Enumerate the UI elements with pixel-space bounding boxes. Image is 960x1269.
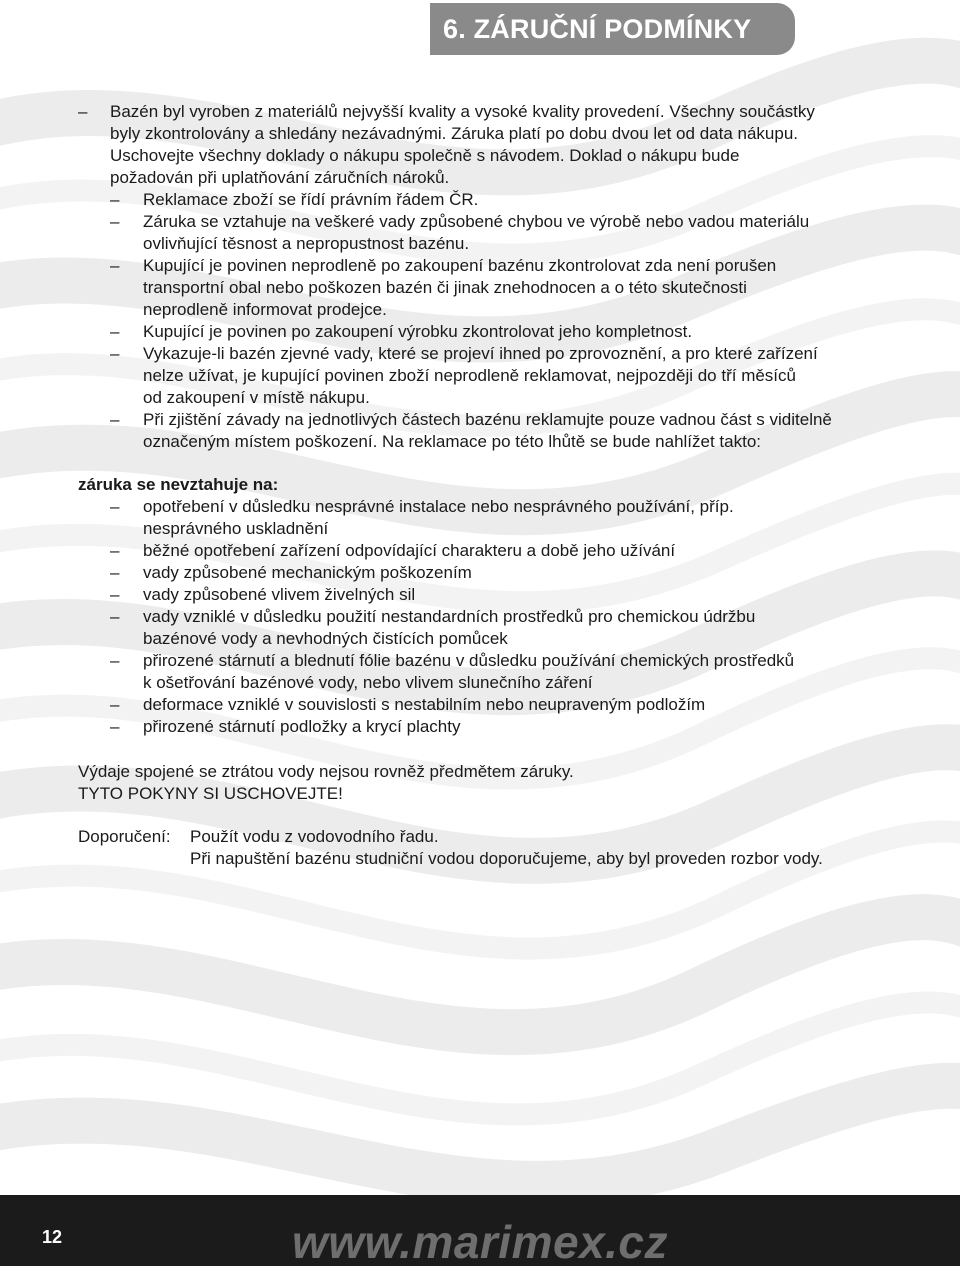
- recommendation-label: Doporučení:: [78, 827, 171, 846]
- condition-item: Kupující je povinen po zakoupení výrobku zkontrolovat jeho kompletnost.: [143, 322, 693, 341]
- list-dash: –: [110, 717, 120, 736]
- list-dash: –: [110, 212, 120, 231]
- condition-item: Při zjištění závady na jednotlivých částech bazénu reklamujte pouze vadnou část s viditelně: [143, 410, 832, 429]
- list-dash: –: [110, 190, 120, 209]
- water-loss-note: Výdaje spojené se ztrátou vody nejsou rovněž předmětem záruky.: [78, 762, 574, 781]
- exclusion-item: deformace vzniklé v souvislosti s nestabilním nebo neupraveným podložím: [143, 695, 706, 714]
- exclusion-item: vady způsobené mechanickým poškozením: [143, 563, 472, 582]
- list-dash: –: [110, 695, 120, 714]
- condition-item: nelze užívat, je kupující povinen zboží neprodleně reklamovat, nejpozději do tří měsíců: [143, 366, 796, 385]
- exclusion-item: běžné opotřebení zařízení odpovídající charakteru a době jeho užívání: [143, 541, 676, 560]
- condition-item: označeným místem poškození. Na reklamace po této lhůtě se bude nahlížet takto:: [143, 432, 762, 451]
- recommendation-line: Použít vodu z vodovodního řadu.: [190, 827, 439, 846]
- list-dash: –: [110, 541, 120, 560]
- list-dash: –: [110, 607, 120, 626]
- condition-item: transportní obal nebo poškozen bazén či jinak znehodnocen a o této skutečnosti: [143, 278, 747, 297]
- exclusion-item: přirozené stárnutí podložky a krycí plachty: [143, 717, 461, 736]
- list-dash: –: [110, 651, 120, 670]
- exclusion-item: přirozené stárnutí a blednutí fólie bazénu v důsledku používání chemických prostředků: [143, 651, 795, 670]
- intro-line: byly zkontrolovány a shledány nezávadnými. Záruka platí po dobu dvou let od data nákupu.: [110, 124, 798, 143]
- list-dash: –: [110, 497, 120, 516]
- condition-item: ovlivňující těsnost a nepropustnost bazénu.: [143, 234, 470, 253]
- page-footer: [0, 1195, 960, 1266]
- website-link[interactable]: www.marimex.cz: [292, 1216, 669, 1268]
- keep-instructions-note: TYTO POKYNY SI USCHOVEJTE!: [78, 784, 343, 803]
- intro-line: Bazén byl vyroben z materiálů nejvyšší kvality a vysoké kvality provedení. Všechny součástky: [110, 102, 815, 121]
- condition-item: od zakoupení v místě nákupu.: [143, 388, 370, 407]
- intro-line: Uschovejte všechny doklady o nákupu společně s návodem. Doklad o nákupu bude: [110, 146, 740, 165]
- list-dash: –: [110, 322, 120, 341]
- section-title: 6. ZÁRUČNÍ PODMÍNKY: [443, 14, 752, 44]
- condition-item: Záruka se vztahuje na veškeré vady způsobené chybou ve výrobě nebo vadou materiálu: [143, 212, 810, 231]
- exclusion-item: opotřebení v důsledku nesprávné instalace nebo nesprávného používání, příp.: [143, 497, 734, 516]
- condition-item: neprodleně informovat prodejce.: [143, 300, 387, 319]
- exclusion-item: bazénové vody a nevhodných čistících pomůcek: [143, 629, 508, 648]
- exclusion-item: vady způsobené vlivem živelných sil: [143, 585, 416, 604]
- intro-line: požadován při uplatňování záručních nároků.: [110, 168, 450, 187]
- list-dash: –: [110, 585, 120, 604]
- exclusions-heading: záruka se nevztahuje na:: [78, 475, 279, 494]
- list-dash: –: [110, 344, 120, 363]
- exclusion-item: vady vzniklé v důsledku použití nestandardních prostředků pro chemickou údržbu: [143, 607, 756, 626]
- page-number: 12: [42, 1227, 63, 1247]
- condition-item: Vykazuje-li bazén zjevné vady, které se projeví ihned po zprovoznění, a pro které zařízení: [143, 344, 818, 363]
- condition-item: Reklamace zboží se řídí právním řádem ČR.: [143, 190, 479, 209]
- list-dash: –: [110, 563, 120, 582]
- exclusion-item: nesprávného uskladnění: [143, 519, 329, 538]
- list-dash: –: [110, 410, 120, 429]
- list-dash: –: [110, 256, 120, 275]
- condition-item: Kupující je povinen neprodleně po zakoupení bazénu zkontrolovat zda není porušen: [143, 256, 777, 275]
- exclusion-item: k ošetřování bazénové vody, nebo vlivem slunečního záření: [143, 673, 593, 692]
- intro-dash: –: [78, 102, 88, 121]
- recommendation-line: Při napuštění bazénu studniční vodou doporučujeme, aby byl proveden rozbor vody.: [190, 849, 823, 868]
